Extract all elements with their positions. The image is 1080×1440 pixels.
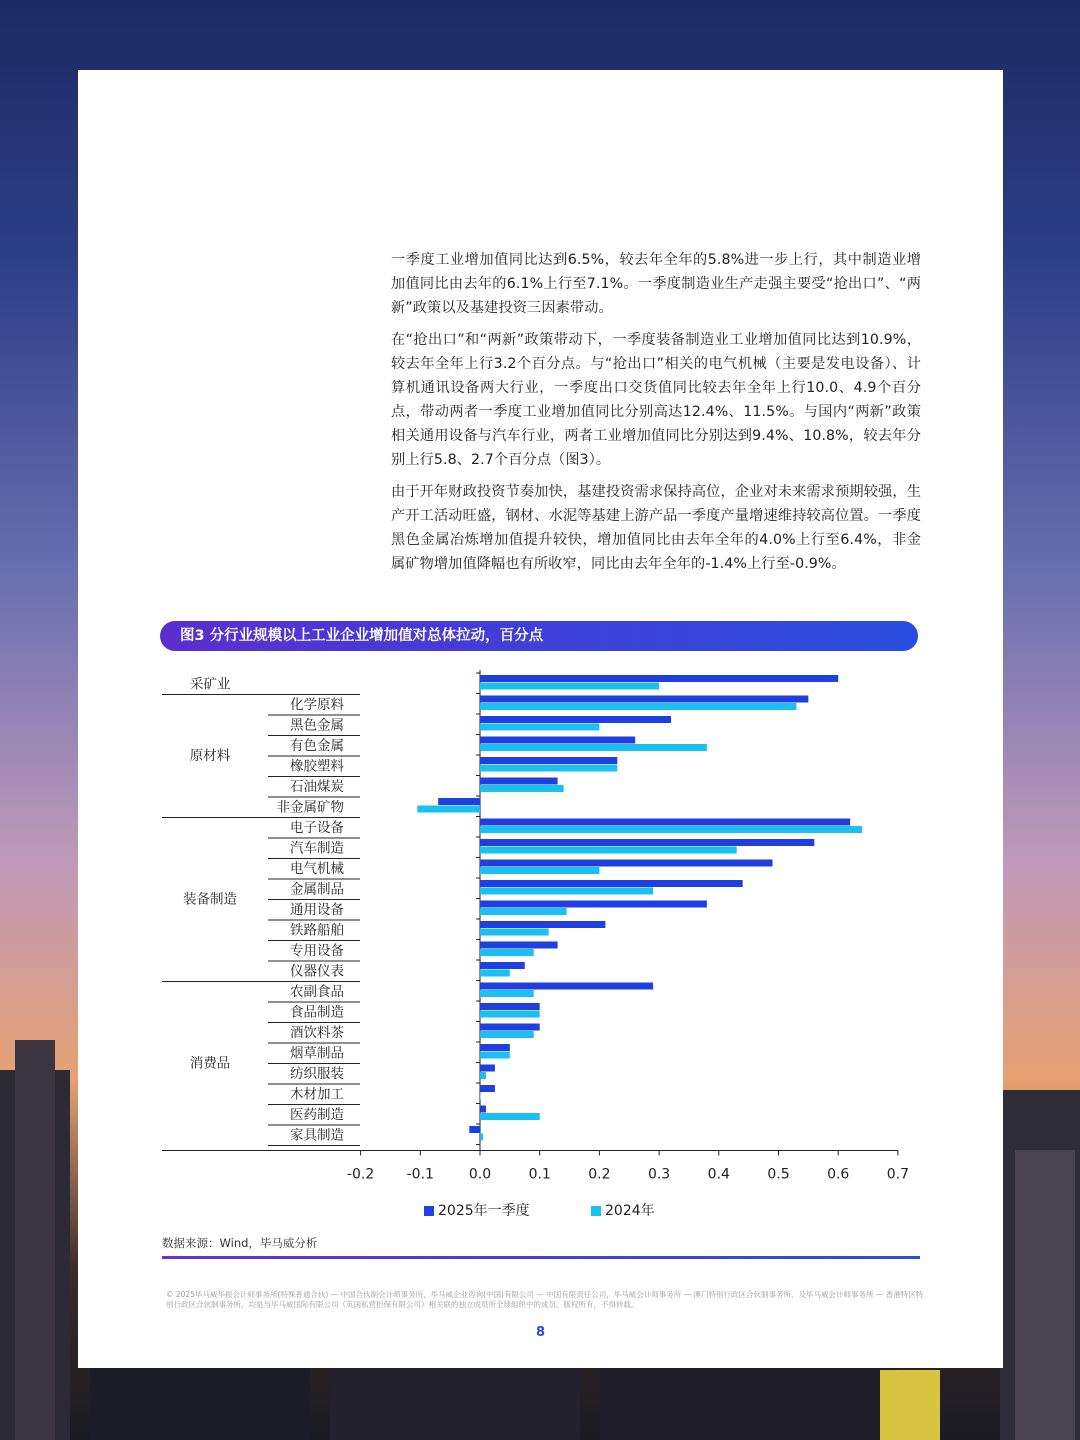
bar-2025q1 <box>480 1024 540 1031</box>
category-label: 烟草制品 <box>290 1045 344 1062</box>
bar-2025q1 <box>480 839 814 846</box>
bar-2025q1 <box>438 798 480 805</box>
category-label: 电子设备 <box>290 820 344 836</box>
page-number: 8 <box>535 1325 546 1340</box>
category-label: 电气机械 <box>290 861 344 877</box>
bar-2025q1 <box>480 675 838 682</box>
bar-2025q1 <box>480 942 558 949</box>
report-page <box>78 70 1003 1368</box>
bar-2024 <box>480 949 534 956</box>
bar-2024 <box>480 1031 534 1038</box>
bar-2025q1 <box>480 737 635 744</box>
bar-2024 <box>480 888 653 895</box>
bar-2024 <box>480 683 659 690</box>
copyright-footer: © 2025毕马威华振会计师事务所(特殊普通合伙) — 中国合伙制会计师事务所，毕马威企业咨询(中国)有限公司 — 中国有限责任公司，毕马威会计师事务所 — 澳门特别行政区合伙制事务所，及毕马威会计师事务所 — 香港特区特别行政区合伙制事务所，均是与毕马威国际有限公司（英国私营担保有限公司）相关联的独立成员所全球组织中的成员。版权所有，不得转载。 <box>166 1290 924 1309</box>
bar-2024 <box>480 1011 540 1018</box>
x-tick-label: 0.2 <box>588 1166 611 1183</box>
x-tick-label: 0.6 <box>827 1166 850 1183</box>
data-source: 数据来源：Wind，毕马威分析 <box>162 1236 318 1250</box>
bar-2025q1 <box>480 901 707 908</box>
category-label: 铁路船舶 <box>290 922 344 939</box>
group-label: 消费品 <box>189 1055 231 1072</box>
category-label: 化学原料 <box>290 697 344 713</box>
category-label: 石油煤炭 <box>290 779 344 795</box>
bar-2025q1 <box>480 1106 486 1113</box>
x-tick-label: 0.7 <box>886 1166 910 1183</box>
bar-2024 <box>480 785 564 792</box>
legend-swatch-2024 <box>591 1206 601 1216</box>
x-tick-label: 0.4 <box>707 1166 730 1183</box>
category-label: 农副食品 <box>290 984 344 1000</box>
bar-2024 <box>480 1093 481 1100</box>
bar-2025q1 <box>480 1065 495 1072</box>
category-label: 家具制造 <box>290 1127 344 1144</box>
bar-2025q1 <box>469 1126 480 1133</box>
legend-label-2024: 2024年 <box>605 1203 655 1219</box>
paragraph-1: 一季度工业增加值同比达到6.5%，较去年全年的5.8%进一步上行，其中制造业增加值同比由去年的6.1%上行至7.1%。一季度制造业生产走强主要受“抢出口”、“两新”政策以及基建投资三因素带动。 <box>391 252 921 316</box>
x-tick-label: 0.5 <box>767 1166 790 1183</box>
bar-2024 <box>480 826 862 833</box>
x-tick-label: 0.1 <box>528 1166 551 1183</box>
bar-2024 <box>480 990 534 997</box>
bar-2024 <box>417 806 480 813</box>
category-label: 黑色金属 <box>290 717 344 734</box>
chart-title-banner: 图3 分行业规模以上工业企业增加值对总体拉动，百分点 <box>160 621 918 651</box>
bar-chart <box>78 70 1003 1210</box>
legend-swatch-2025 <box>424 1206 434 1216</box>
category-label: 食品制造 <box>290 1004 344 1021</box>
group-label: 装备制造 <box>183 891 237 908</box>
bar-2025q1 <box>480 819 850 826</box>
category-label: 采矿业 <box>190 676 231 693</box>
bar-2024 <box>480 765 617 772</box>
legend-label-2025: 2025年一季度 <box>438 1203 530 1219</box>
legend-item-2024 <box>591 1200 655 1220</box>
category-label: 有色金属 <box>290 738 344 754</box>
bar-2024 <box>480 867 599 874</box>
bar-2025q1 <box>480 696 808 703</box>
legend-item-2025 <box>424 1200 530 1220</box>
category-label: 橡胶塑料 <box>290 758 344 775</box>
bar-2024 <box>480 970 510 977</box>
group-label: 原材料 <box>189 748 231 764</box>
bar-2024 <box>480 908 567 915</box>
bar-2024 <box>480 1072 486 1079</box>
paragraph-3: 由于开年财政投资节奏加快，基建投资需求保持高位，企业对未来需求预期较强，生产开工活动旺盛，钢材、水泥等基建上游产品一季度产量增速维持较高位置。一季度黑色金属冶炼增加值提升较快，增加值同比由去年全年的4.0%上行至6.4%，非金属矿物增加值降幅也有所收窄，同比由去年全年的-1.4%上行至-0.9%。 <box>391 484 921 572</box>
category-label: 专用设备 <box>290 943 344 959</box>
bar-2025q1 <box>480 757 617 764</box>
x-tick-label: 0.0 <box>468 1166 492 1183</box>
paragraph-2: 在“抢出口”和“两新”政策带动下，一季度装备制造业工业增加值同比达到10.9%，较去年全年上行3.2个百分点。与“抢出口”相关的电气机械（主要是发电设备）、计算机通讯设备两大行业，一季度出口交货值同比较去年全年上行10.0、4.9个百分点，带动两者一季度工业增加值同比分别高达12.4%、11.5%。与国内“两新”政策相关通用设备与汽车行业，两者工业增加值同比分别达到9.4%、10.8%，较去年分别上行5.8、2.7个百分点（图3）。 <box>391 332 921 468</box>
x-tick-label: -0.1 <box>406 1166 434 1183</box>
bar-2024 <box>480 744 707 751</box>
category-label: 仪器仪表 <box>290 963 344 980</box>
bar-2025q1 <box>480 1003 540 1010</box>
bar-2025q1 <box>480 1044 510 1051</box>
bar-2024 <box>480 703 796 710</box>
category-label: 纺织服装 <box>290 1066 344 1082</box>
category-label: 医药制造 <box>290 1107 344 1123</box>
bar-2025q1 <box>480 778 558 785</box>
bar-2024 <box>480 1134 483 1141</box>
x-tick-label: -0.2 <box>346 1166 375 1183</box>
bar-2025q1 <box>480 983 653 990</box>
bar-2025q1 <box>480 1085 495 1092</box>
category-label: 木材加工 <box>290 1086 344 1103</box>
bar-2024 <box>480 929 549 936</box>
bar-2025q1 <box>480 716 671 723</box>
category-label: 非金属矿物 <box>276 799 344 816</box>
bar-2025q1 <box>480 962 525 969</box>
category-label: 金属制品 <box>290 881 344 898</box>
category-label: 通用设备 <box>290 902 344 918</box>
category-label: 汽车制造 <box>290 840 344 857</box>
bar-2025q1 <box>480 921 605 928</box>
bar-2024 <box>480 724 599 731</box>
bar-2024 <box>480 847 737 854</box>
x-tick-label: 0.3 <box>647 1166 671 1183</box>
bar-2024 <box>480 1052 510 1059</box>
category-label: 酒饮料茶 <box>290 1025 344 1041</box>
bar-2025q1 <box>480 880 743 887</box>
divider-rule <box>162 1256 920 1259</box>
bar-2025q1 <box>480 860 773 867</box>
bar-2024 <box>480 1113 540 1120</box>
